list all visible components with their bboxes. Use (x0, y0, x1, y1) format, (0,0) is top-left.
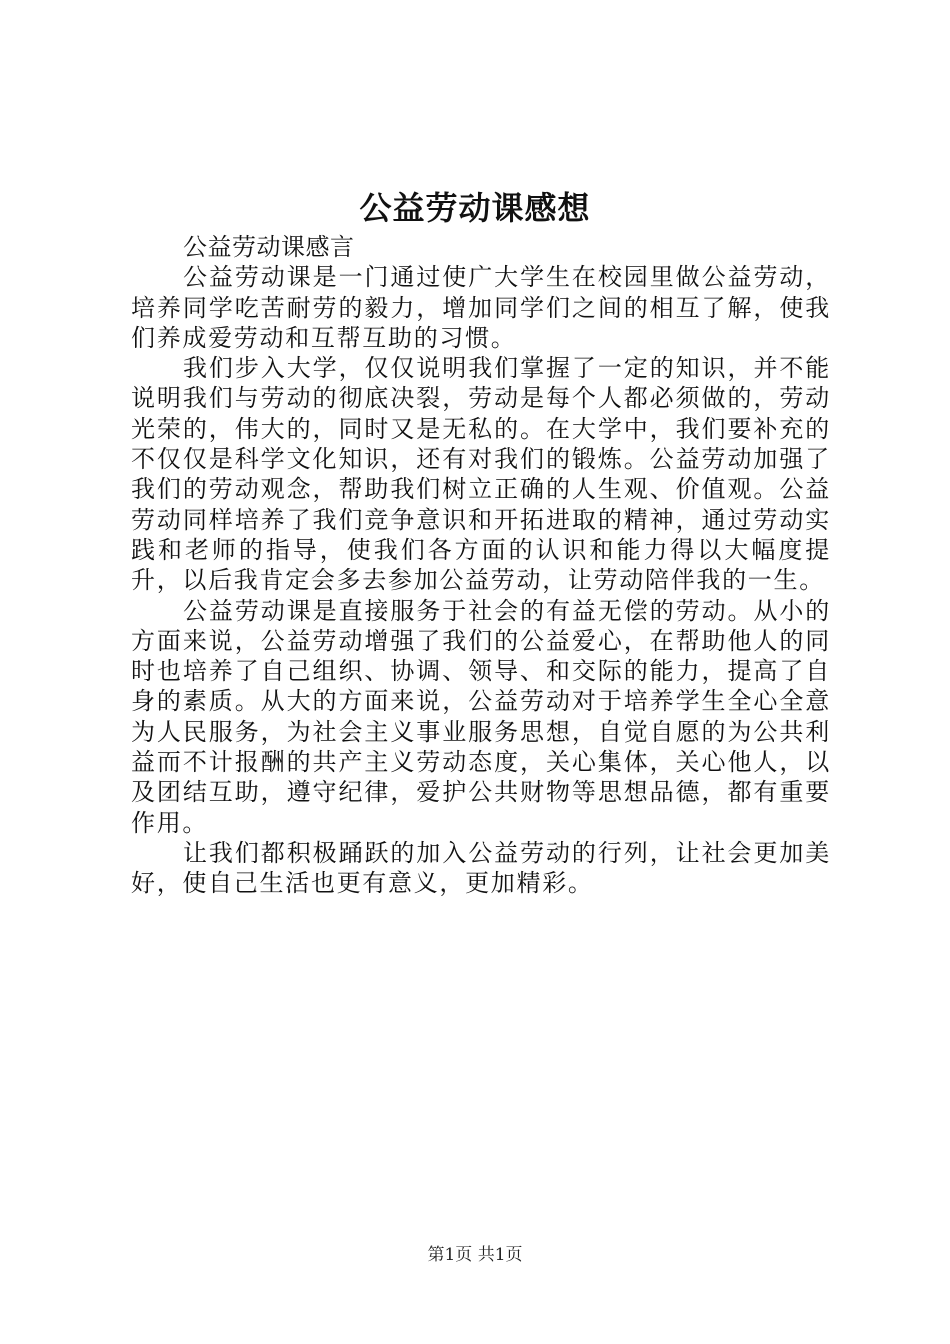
document-title: 公益劳动课感想 (359, 189, 591, 227)
body-paragraph: 我们步入大学，仅仅说明我们掌握了一定的知识，并不能说明我们与劳动的彻底决裂，劳动是每个人都必须做的，劳动光荣的，伟大的，同时又是无私的。在大学中，我们要补充的不仅仅是科学文化知识，还有对我们的锻炼。公益劳动加强了我们的劳动观念，帮助我们树立正确的人生观、价值观。公益劳动同样培养了我们竞争意识和开拓进取的精神，通过劳动实践和老师的指导，使我们各方面的认识和能力得以大幅度提升，以后我肯定会多去参加公益劳动，让劳动陪伴我的一生。 (131, 354, 831, 595)
document-body (131, 232, 831, 899)
page-footer: 第1页 共1页 (427, 1245, 523, 1265)
body-paragraph: 让我们都积极踊跃的加入公益劳动的行列，让社会更加美好，使自己生活也更有意义，更加精彩。 (131, 838, 831, 898)
body-paragraph: 公益劳动课是直接服务于社会的有益无偿的劳动。从小的方面来说，公益劳动增强了我们的公益爱心，在帮助他人的同时也培养了自己组织、协调、领导、和交际的能力，提高了自身的素质。从大的方面来说，公益劳动对于培养学生全心全意为人民服务，为社会主义事业服务思想，自觉自愿的为公共利益而不计报酬的共产主义劳动态度，关心集体，关心他人，以及团结互助，遵守纪律，爱护公共财物等思想品德，都有重要作用。 (131, 596, 831, 837)
body-paragraph: 公益劳动课是一门通过使广大学生在校园里做公益劳动，培养同学吃苦耐劳的毅力，增加同学们之间的相互了解，使我们养成爱劳动和互帮互助的习惯。 (131, 263, 831, 352)
subtitle-paragraph: 公益劳动课感言 (183, 233, 355, 261)
